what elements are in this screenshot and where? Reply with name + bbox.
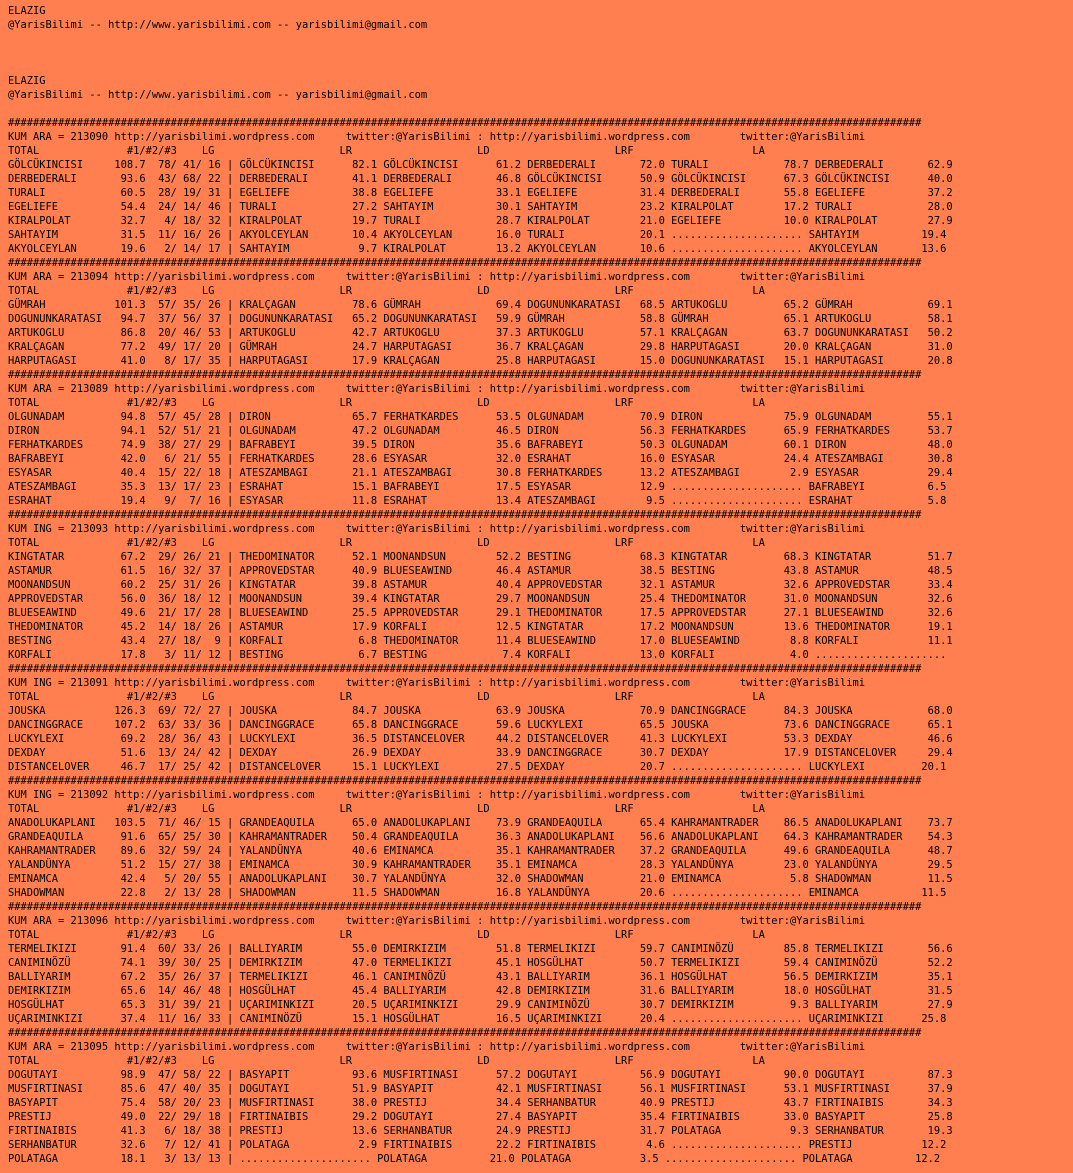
race-row: ATESZAMBAGI 35.3 13/ 17/ 23 | ESRAHAT 15.1 BAFRABEYI 17.5 ESYASAR 12.9 ..................... BAFRABEYI 6.5 (8, 481, 947, 493)
race-row: TERMELIKIZI 91.4 60/ 33/ 26 | BALLIYARIM 55.0 DEMIRKIZIM 51.8 TERMELIKIZI 59.7 CANIMINÖZÜ 85.8 TERMELIKIZI 56.6 (8, 943, 953, 955)
race-row: ESYASAR 40.4 15/ 22/ 18 | ATESZAMBAGI 21.1 ATESZAMBAGI 30.8 FERHATKARDES 13.2 ATESZAMBAGI 2.9 ESYASAR 29.4 (8, 467, 953, 479)
separator-line: ################################################################################################################################################## (8, 775, 922, 787)
race-row: JOUSKA 126.3 69/ 72/ 27 | JOUSKA 84.7 JOUSKA 63.9 JOUSKA 70.9 DANCINGGRACE 84.3 JOUSKA 68.0 (8, 705, 953, 717)
column-headers: TOTAL #1/#2/#3 LG LR LD LRF LA (8, 1055, 765, 1067)
race-row: ARTUKOGLU 86.8 20/ 46/ 53 | ARTUKOGLU 42.7 ARTUKOGLU 37.3 ARTUKOGLU 57.1 KRALÇAGAN 63.7 DOGUNUNKARATASI 50.2 (8, 327, 953, 339)
city-title: ELAZIG (8, 75, 46, 87)
race-row: EMINAMCA 42.4 5/ 20/ 55 | ANADOLUKAPLANI 30.7 YALANDÜNYA 32.0 SHADOWMAN 21.0 EMINAMCA 5.8 SHADOWMAN 11.5 (8, 873, 953, 885)
race-header: KUM ARA = 213089 http://yarisbilimi.wordpress.com twitter:@YarisBilimi : http://yarisbilimi.wordpress.com twitter:@YarisBilimi (8, 383, 866, 395)
separator-line: ################################################################################################################################################## (8, 1027, 922, 1039)
race-row: DISTANCELOVER 46.7 17/ 25/ 42 | DISTANCELOVER 15.1 LUCKYLEXI 27.5 DEXDAY 20.7 ..................... LUCKYLEXI 20.1 (8, 761, 947, 773)
column-headers: TOTAL #1/#2/#3 LG LR LD LRF LA (8, 397, 765, 409)
race-row: CANIMINÖZÜ 74.1 39/ 30/ 25 | DEMIRKIZIM 47.0 TERMELIKIZI 45.1 HOSGÜLHAT 50.7 TERMELIKIZI 59.4 CANIMINÖZÜ 52.2 (8, 957, 953, 969)
race-row: POLATAGA 18.1 3/ 13/ 13 | ..................... POLATAGA 21.0 POLATAGA 3.5 ..................... POLATAGA 12.2 (8, 1153, 941, 1165)
race-row: PRESTIJ 49.0 22/ 29/ 18 | FIRTINAIBIS 29.2 DOGUTAYI 27.4 BASYAPIT 35.4 FIRTINAIBIS 33.0 BASYAPIT 25.8 (8, 1111, 953, 1123)
race-row: DOGUTAYI 98.9 47/ 58/ 22 | BASYAPIT 93.6 MUSFIRTINASI 57.2 DOGUTAYI 56.9 DOGUTAYI 90.0 DOGUTAYI 87.3 (8, 1069, 953, 1081)
race-header: KUM ARA = 213095 http://yarisbilimi.wordpress.com twitter:@YarisBilimi : http://yarisbilimi.wordpress.com twitter:@YarisBilimi (8, 1041, 866, 1053)
race-header: KUM ING = 213092 http://yarisbilimi.wordpress.com twitter:@YarisBilimi : http://yarisbilimi.wordpress.com twitter:@YarisBilimi (8, 789, 866, 801)
race-row: DANCINGGRACE 107.2 63/ 33/ 36 | DANCINGGRACE 65.8 DANCINGGRACE 59.6 LUCKYLEXI 65.5 JOUSKA 73.6 DANCINGGRACE 65.1 (8, 719, 953, 731)
credit-line: @YarisBilimi -- http://www.yarisbilimi.com -- yarisbilimi@gmail.com (8, 89, 428, 101)
race-header: KUM ARA = 213096 http://yarisbilimi.wordpress.com twitter:@YarisBilimi : http://yarisbilimi.wordpress.com twitter:@YarisBilimi (8, 915, 866, 927)
separator-line: ################################################################################################################################################## (8, 509, 922, 521)
race-row: MUSFIRTINASI 85.6 47/ 40/ 35 | DOGUTAYI 51.9 BASYAPIT 42.1 MUSFIRTINASI 56.1 MUSFIRTINASI 53.1 MUSFIRTINASI 37.9 (8, 1083, 953, 1095)
separator-line: ################################################################################################################################################## (8, 117, 922, 129)
race-row: THEDOMINATOR 45.2 14/ 18/ 26 | ASTAMUR 17.9 KORFALI 12.5 KINGTATAR 17.2 MOONANDSUN 13.6 THEDOMINATOR 19.1 (8, 621, 953, 633)
race-row: DEMIRKIZIM 65.6 14/ 46/ 48 | HOSGÜLHAT 45.4 BALLIYARIM 42.8 DEMIRKIZIM 31.6 BALLIYARIM 18.0 HOSGÜLHAT 31.5 (8, 985, 953, 997)
race-row: GÜMRAH 101.3 57/ 35/ 26 | KRALÇAGAN 78.6 GÜMRAH 69.4 DOGUNUNKARATASI 68.5 ARTUKOGLU 65.2 GÜMRAH 69.1 (8, 299, 953, 311)
race-row: GÖLCÜKINCISI 108.7 78/ 41/ 16 | GÖLCÜKINCISI 82.1 GÖLCÜKINCISI 61.2 DERBEDERALI 72.0 TURALI 78.7 DERBEDERALI 62.9 (8, 159, 953, 171)
race-row: TURALI 60.5 28/ 19/ 31 | EGELIEFE 38.8 EGELIEFE 33.1 EGELIEFE 31.4 DERBEDERALI 55.8 EGELIEFE 37.2 (8, 187, 953, 199)
race-row: KRALÇAGAN 77.2 49/ 17/ 20 | GÜMRAH 24.7 HARPUTAGASI 36.7 KRALÇAGAN 29.8 HARPUTAGASI 20.0 KRALÇAGAN 31.0 (8, 341, 953, 353)
column-headers: TOTAL #1/#2/#3 LG LR LD LRF LA (8, 145, 765, 157)
race-header: KUM ING = 213093 http://yarisbilimi.wordpress.com twitter:@YarisBilimi : http://yarisbilimi.wordpress.com twitter:@YarisBilimi (8, 523, 866, 535)
race-row: HARPUTAGASI 41.0 8/ 17/ 35 | HARPUTAGASI 17.9 KRALÇAGAN 25.8 HARPUTAGASI 15.0 DOGUNUNKARATASI 15.1 HARPUTAGASI 20.8 (8, 355, 953, 367)
race-row: BALLIYARIM 67.2 35/ 26/ 37 | TERMELIKIZI 46.1 CANIMINÖZÜ 43.1 BALLIYARIM 36.1 HOSGÜLHAT 56.5 DEMIRKIZIM 35.1 (8, 971, 953, 983)
credit-line: @YarisBilimi -- http://www.yarisbilimi.com -- yarisbilimi@gmail.com (8, 19, 428, 31)
race-row: YALANDÜNYA 51.2 15/ 27/ 38 | EMINAMCA 30.9 KAHRAMANTRADER 35.1 EMINAMCA 28.3 YALANDÜNYA 23.0 YALANDÜNYA 29.5 (8, 859, 953, 871)
city-title: ELAZIG (8, 5, 46, 17)
race-row: MOONANDSUN 60.2 25/ 31/ 26 | KINGTATAR 39.8 ASTAMUR 40.4 APPROVEDSTAR 32.1 ASTAMUR 32.6 APPROVEDSTAR 33.4 (8, 579, 953, 591)
separator-line: ################################################################################################################################################## (8, 663, 922, 675)
column-headers: TOTAL #1/#2/#3 LG LR LD LRF LA (8, 537, 765, 549)
blank-line (8, 60, 1065, 74)
race-header: KUM ING = 213091 http://yarisbilimi.wordpress.com twitter:@YarisBilimi : http://yarisbilimi.wordpress.com twitter:@YarisBilimi (8, 677, 866, 689)
column-headers: TOTAL #1/#2/#3 LG LR LD LRF LA (8, 285, 765, 297)
race-row: GRANDEAQUILA 91.6 65/ 25/ 30 | KAHRAMANTRADER 50.4 GRANDEAQUILA 36.3 ANADOLUKAPLANI 56.6 ANADOLUKAPLANI 64.3 KAHRAMANTRADER 54.3 (8, 831, 953, 843)
blank-line (8, 46, 1065, 60)
race-row: ANADOLUKAPLANI 103.5 71/ 46/ 15 | GRANDEAQUILA 65.0 ANADOLUKAPLANI 73.9 GRANDEAQUILA 65.4 KAHRAMANTRADER 86.5 ANADOLUKAPLANI 73.7 (8, 817, 953, 829)
race-row: SHADOWMAN 22.8 2/ 13/ 28 | SHADOWMAN 11.5 SHADOWMAN 16.8 YALANDÜNYA 20.6 ..................... EMINAMCA 11.5 (8, 887, 947, 899)
race-header: KUM ARA = 213090 http://yarisbilimi.wordpress.com twitter:@YarisBilimi : http://yarisbilimi.wordpress.com twitter:@YarisBilimi (8, 131, 866, 143)
race-row: SAHTAYIM 31.5 11/ 16/ 26 | AKYOLCEYLAN 10.4 AKYOLCEYLAN 16.0 TURALI 20.1 ..................... SAHTAYIM 19.4 (8, 229, 947, 241)
race-row: ESRAHAT 19.4 9/ 7/ 16 | ESYASAR 11.8 ESRAHAT 13.4 ATESZAMBAGI 9.5 ..................... ESRAHAT 5.8 (8, 495, 947, 507)
column-headers: TOTAL #1/#2/#3 LG LR LD LRF LA (8, 691, 765, 703)
race-header: KUM ARA = 213094 http://yarisbilimi.wordpress.com twitter:@YarisBilimi : http://yarisbilimi.wordpress.com twitter:@YarisBilimi (8, 271, 866, 283)
race-row: KINGTATAR 67.2 29/ 26/ 21 | THEDOMINATOR 52.1 MOONANDSUN 52.2 BESTING 68.3 KINGTATAR 68.3 KINGTATAR 51.7 (8, 551, 953, 563)
race-row: APPROVEDSTAR 56.0 36/ 18/ 12 | MOONANDSUN 39.4 KINGTATAR 29.7 MOONANDSUN 25.4 THEDOMINATOR 31.0 MOONANDSUN 32.6 (8, 593, 953, 605)
race-row: OLGUNADAM 94.8 57/ 45/ 28 | DIRON 65.7 FERHATKARDES 53.5 OLGUNADAM 70.9 DIRON 75.9 OLGUNADAM 55.1 (8, 411, 953, 423)
race-row: UÇARIMINKIZI 37.4 11/ 16/ 33 | CANIMINÖZÜ 15.1 HOSGÜLHAT 16.5 UÇARIMINKIZI 20.4 ..................... UÇARIMINKIZI 25.8 (8, 1013, 947, 1025)
separator-line: ################################################################################################################################################## (8, 369, 922, 381)
race-row: FERHATKARDES 74.9 38/ 27/ 29 | BAFRABEYI 39.5 DIRON 35.6 BAFRABEYI 50.3 OLGUNADAM 60.1 DIRON 48.0 (8, 439, 953, 451)
column-headers: TOTAL #1/#2/#3 LG LR LD LRF LA (8, 929, 765, 941)
race-row: KAHRAMANTRADER 89.6 32/ 59/ 24 | YALANDÜNYA 40.6 EMINAMCA 35.1 KAHRAMANTRADER 37.2 GRANDEAQUILA 49.6 GRANDEAQUILA 48.7 (8, 845, 953, 857)
race-row: DERBEDERALI 93.6 43/ 68/ 22 | DERBEDERALI 41.1 DERBEDERALI 46.8 GÖLCÜKINCISI 50.9 GÖLCÜKINCISI 67.3 GÖLCÜKINCISI 40.0 (8, 173, 953, 185)
race-row: ASTAMUR 61.5 16/ 32/ 37 | APPROVEDSTAR 40.9 BLUESEAWIND 46.4 ASTAMUR 38.5 BESTING 43.8 ASTAMUR 48.5 (8, 565, 953, 577)
column-headers: TOTAL #1/#2/#3 LG LR LD LRF LA (8, 803, 765, 815)
race-row: HOSGÜLHAT 65.3 31/ 39/ 21 | UÇARIMINKIZI 20.5 UÇARIMINKIZI 29.9 CANIMINÖZÜ 30.7 DEMIRKIZIM 9.3 BALLIYARIM 27.9 (8, 999, 953, 1011)
race-row: LUCKYLEXI 69.2 28/ 36/ 43 | LUCKYLEXI 36.5 DISTANCELOVER 44.2 DISTANCELOVER 41.3 LUCKYLEXI 53.3 DEXDAY 46.6 (8, 733, 953, 745)
race-row: SERHANBATUR 32.6 7/ 12/ 41 | POLATAGA 2.9 FIRTINAIBIS 22.2 FIRTINAIBIS 4.6 ..................... PRESTIJ 12.2 (8, 1139, 947, 1151)
race-row: BESTING 43.4 27/ 18/ 9 | KORFALI 6.8 THEDOMINATOR 11.4 BLUESEAWIND 17.0 BLUESEAWIND 8.8 KORFALI 11.1 (8, 635, 953, 647)
race-row: EGELIEFE 54.4 24/ 14/ 46 | TURALI 27.2 SAHTAYIM 30.1 SAHTAYIM 23.2 KIRALPOLAT 17.2 TURALI 28.0 (8, 201, 953, 213)
race-row: FIRTINAIBIS 41.3 6/ 18/ 38 | PRESTIJ 13.6 SERHANBATUR 24.9 PRESTIJ 31.7 POLATAGA 9.3 SERHANBATUR 19.3 (8, 1125, 953, 1137)
race-row: DEXDAY 51.6 13/ 24/ 42 | DEXDAY 26.9 DEXDAY 33.9 DANCINGGRACE 30.7 DEXDAY 17.9 DISTANCELOVER 29.4 (8, 747, 953, 759)
race-row: BASYAPIT 75.4 58/ 20/ 23 | MUSFIRTINASI 38.0 PRESTIJ 34.4 SERHANBATUR 40.9 PRESTIJ 43.7 FIRTINAIBIS 34.3 (8, 1097, 953, 1109)
race-row: BAFRABEYI 42.0 6/ 21/ 55 | FERHATKARDES 28.6 ESYASAR 32.0 ESRAHAT 16.0 ESYASAR 24.4 ATESZAMBAGI 30.8 (8, 453, 953, 465)
race-row: DIRON 94.1 52/ 51/ 21 | OLGUNADAM 47.2 OLGUNADAM 46.5 DIRON 56.3 FERHATKARDES 65.9 FERHATKARDES 53.7 (8, 425, 953, 437)
separator-line: ################################################################################################################################################## (8, 901, 922, 913)
separator-line: ################################################################################################################################################## (8, 257, 922, 269)
blank-line (8, 102, 1065, 116)
race-row: DOGUNUNKARATASI 94.7 37/ 56/ 37 | DOGUNUNKARATASI 65.2 DOGUNUNKARATASI 59.9 GÜMRAH 58.8 GÜMRAH 65.1 ARTUKOGLU 58.1 (8, 313, 953, 325)
race-row: KIRALPOLAT 32.7 4/ 18/ 32 | KIRALPOLAT 19.7 TURALI 28.7 KIRALPOLAT 21.0 EGELIEFE 10.0 KIRALPOLAT 27.9 (8, 215, 953, 227)
race-row: BLUESEAWIND 49.6 21/ 17/ 28 | BLUESEAWIND 25.5 APPROVEDSTAR 29.1 THEDOMINATOR 17.5 APPROVEDSTAR 27.1 BLUESEAWIND 32.6 (8, 607, 953, 619)
blank-line (8, 32, 1065, 46)
race-row: KORFALI 17.8 3/ 11/ 12 | BESTING 6.7 BESTING 7.4 KORFALI 13.0 KORFALI 4.0 ..................... (8, 649, 947, 661)
race-row: AKYOLCEYLAN 19.6 2/ 14/ 17 | SAHTAYIM 9.7 KIRALPOLAT 13.2 AKYOLCEYLAN 10.6 ..................... AKYOLCEYLAN 13.6 (8, 243, 947, 255)
